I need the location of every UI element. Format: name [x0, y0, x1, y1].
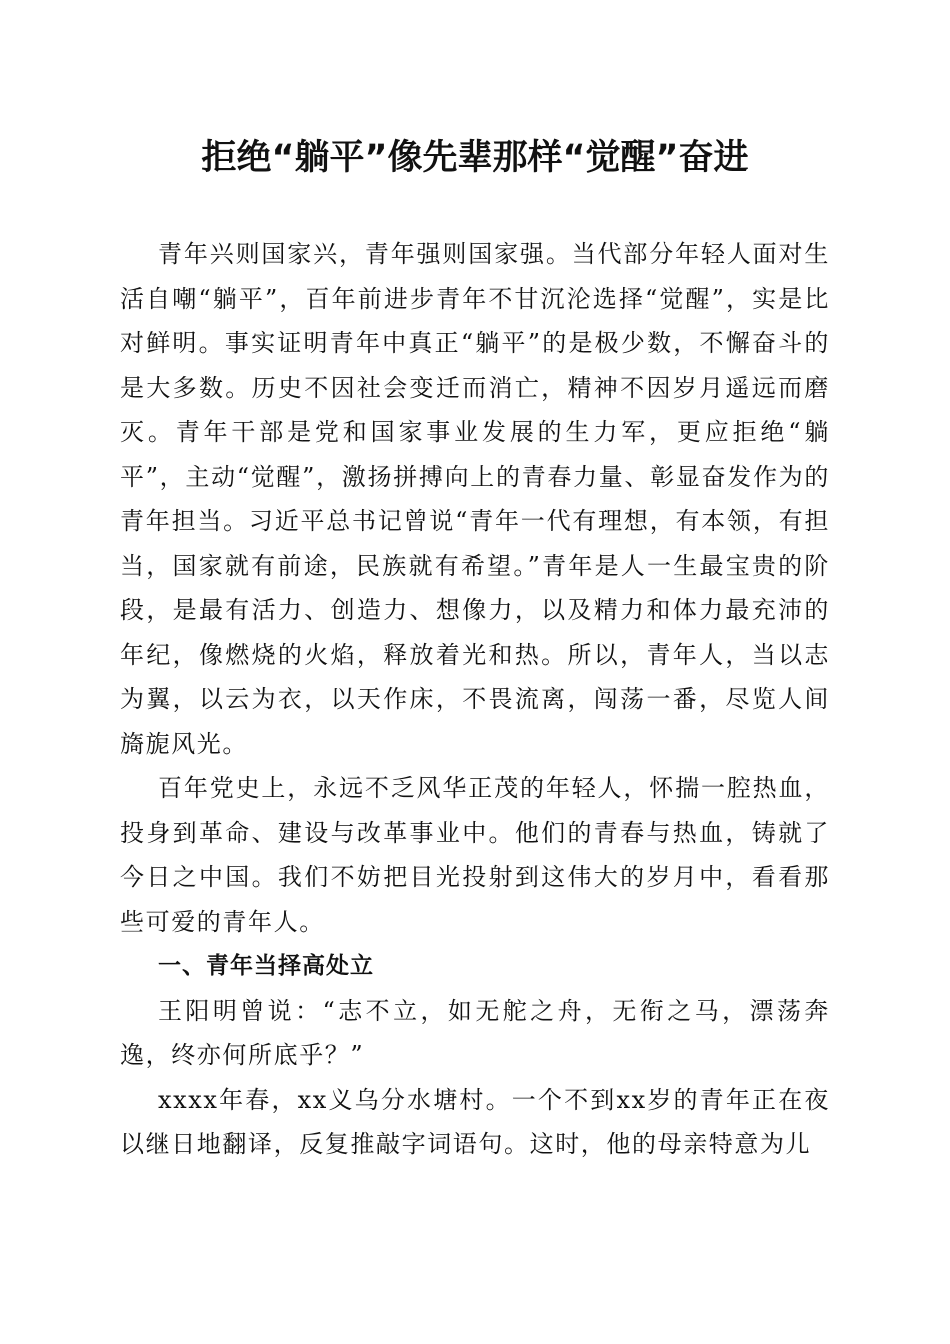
- paragraph-party-history: 百年党史上，永远不乏风华正茂的年轻人，怀揣一腔热血，投身到革命、建设与改革事业中。他们的青春与热血，铸就了今日之中国。我们不妨把目光投射到这伟大的岁月中，看看那些可爱的青年人。: [120, 774, 830, 936]
- document-title: 拒绝“躺平”像先辈那样“觉醒”奋进: [201, 138, 749, 178]
- paragraph-story: xxxx年春，xx义乌分水塘村。一个不到xx岁的青年正在夜以继日地翻译，反复推敲字词语句。这时，他的母亲特意为儿: [120, 1085, 830, 1158]
- section-heading: 一、青年当择高处立: [158, 953, 374, 979]
- document-body: [120, 232, 830, 1167]
- paragraph-intro: 青年兴则国家兴，青年强则国家强。当代部分年轻人面对生活自嘲“躺平”，百年前进步青年不甘沉沦选择“觉醒”，实是比对鲜明。事实证明青年中真正“躺平”的是极少数，不懈奋斗的是大多数。历史不因社会变迁而消亡，精神不因岁月遥远而磨灭。青年干部是党和国家事业发展的生力军，更应拒绝“躺平”，主动“觉醒”，激扬拼搏向上的青春力量、彰显奋发作为的青年担当。习近平总书记曾说“青年一代有理想，有本领，有担当，国家就有前途，民族就有希望。”青年是人一生最宝贵的阶段，是最有活力、创造力、想像力，以及精力和体力最充沛的年纪，像燃烧的火焰，释放着光和热。所以，青年人，当以志为翼，以云为衣，以天作床，不畏流离，闯荡一番，尽览人间旖旎风光。: [120, 240, 830, 758]
- paragraph-quote: 王阳明曾说：“志不立，如无舵之舟，无衔之马，漂荡奔逸，终亦何所底乎？”: [120, 996, 830, 1069]
